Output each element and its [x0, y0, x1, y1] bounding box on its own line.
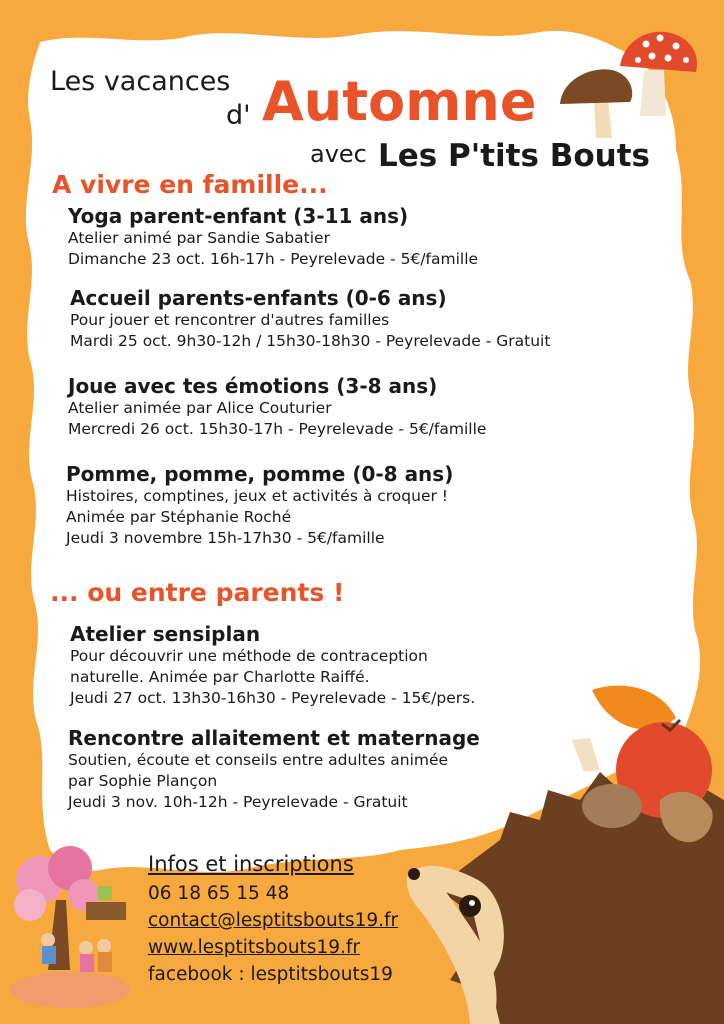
event-line: Mercredi 26 oct. 15h30-17h - Peyrelevade - 5€/famille	[68, 420, 487, 438]
section-title-family: A vivre en famille...	[52, 170, 328, 199]
event-title: Pomme, pomme, pomme (0-8 ans)	[66, 462, 454, 486]
event-title: Accueil parents-enfants (0-6 ans)	[70, 286, 447, 310]
event-allaitement	[68, 726, 480, 813]
event-line: Atelier animée par Alice Couturier	[68, 399, 332, 417]
event-line: Dimanche 23 oct. 16h-17h - Peyrelevade - 5€/famille	[68, 250, 479, 268]
contact-title: Infos et inscriptions	[148, 852, 354, 876]
event-title: Rencontre allaitement et maternage	[68, 726, 480, 750]
event-title: Atelier sensiplan	[70, 622, 261, 646]
event-line: Atelier animé par Sandie Sabatier	[68, 229, 330, 247]
event-title: Joue avec tes émotions (3-8 ans)	[68, 374, 438, 398]
contact-block	[148, 880, 398, 988]
event-line: Animée par Stéphanie Roché	[66, 508, 292, 526]
contact-phone[interactable]: 06 18 65 15 48	[148, 883, 290, 904]
event-line: par Sophie Plançon	[68, 772, 218, 790]
event-accueil	[70, 286, 550, 352]
event-title: Yoga parent-enfant (3-11 ans)	[68, 204, 409, 228]
header-prefix-avec: avec	[310, 140, 367, 168]
header-prefix-d: d'	[226, 100, 251, 131]
event-line: Soutien, écoute et conseils entre adultes animée	[68, 751, 449, 769]
section-title-parents: ... ou entre parents !	[50, 578, 345, 607]
event-sensiplan	[70, 622, 475, 709]
event-line: Histoires, comptines, jeux et activités à croquer !	[66, 487, 448, 505]
contact-email-link[interactable]: contact@lesptitsbouts19.fr	[148, 910, 399, 931]
page-title: Automne	[262, 70, 537, 133]
event-yoga	[68, 204, 478, 270]
header-line1: Les vacances	[50, 66, 231, 97]
event-line: Mardi 25 oct. 9h30-12h / 15h30-18h30 - Peyrelevade - Gratuit	[70, 332, 551, 350]
org-name: Les P'tits Bouts	[378, 138, 651, 174]
event-line: Jeudi 3 nov. 10h-12h - Peyrelevade - Gratuit	[68, 793, 408, 811]
event-line: Pour découvrir une méthode de contraception	[70, 647, 428, 665]
acorn-icon	[582, 784, 642, 828]
event-line: Jeudi 3 novembre 15h-17h30 - 5€/famille	[66, 529, 385, 547]
event-pomme	[66, 462, 453, 549]
contact-website-link[interactable]: www.lesptitsbouts19.fr	[148, 937, 360, 958]
event-line: Jeudi 27 oct. 13h30-16h30 - Peyrelevade - 15€/pers.	[70, 689, 476, 707]
tree-children-illustration	[10, 846, 130, 1008]
event-line: Pour jouer et rencontrer d'autres familles	[70, 311, 390, 329]
event-line: naturelle. Animée par Charlotte Raiffé.	[70, 668, 370, 686]
event-emotions	[68, 374, 486, 440]
contact-facebook[interactable]: facebook : lesptitsbouts19	[148, 964, 393, 985]
